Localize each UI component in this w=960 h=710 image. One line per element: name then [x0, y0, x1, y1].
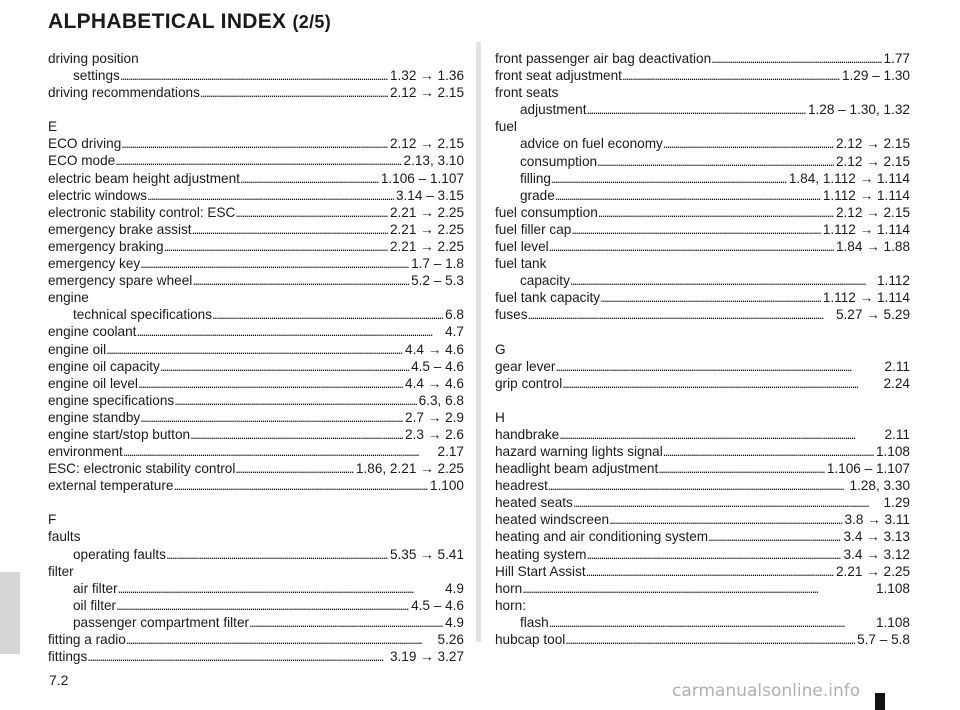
- index-term: heated seats: [495, 495, 573, 511]
- index-term: heated windscreen: [495, 512, 610, 528]
- index-pages: 1.108: [875, 580, 910, 596]
- index-entry: [48, 460, 464, 477]
- index-subentry: [495, 135, 910, 152]
- index-entry: [495, 443, 910, 460]
- index-term: fittings: [48, 649, 88, 665]
- index-heading-entry: fuel: [495, 119, 517, 135]
- index-pages: 1.106 – 1.107: [380, 170, 464, 186]
- dot-leader: [663, 443, 874, 460]
- dot-leader: [120, 67, 388, 84]
- index-pages: 2.12 → 2.15: [835, 136, 910, 152]
- index-heading-entry: horn:: [495, 597, 526, 613]
- dot-leader: [600, 289, 821, 306]
- dot-leader: [166, 546, 388, 563]
- index-entry: [48, 392, 464, 409]
- index-term: electric windows: [48, 187, 147, 203]
- dot-leader: [549, 614, 874, 631]
- index-term: adjustment: [520, 102, 587, 118]
- index-pages: 3.4 → 3.12: [843, 546, 910, 562]
- index-heading-entry: engine: [48, 290, 89, 306]
- dot-leader: [570, 272, 875, 289]
- index-entry: [48, 238, 464, 255]
- dot-leader: [173, 477, 428, 494]
- index-subentry: [48, 597, 464, 614]
- page-title-text: ALPHABETICAL INDEX: [48, 10, 287, 33]
- index-pages: 2.24: [883, 375, 910, 391]
- dot-leader: [555, 187, 821, 204]
- index-subentry: [48, 67, 464, 84]
- index-pages: 1.7 – 1.8: [411, 256, 464, 272]
- index-subentry: [495, 187, 910, 204]
- index-term: electric beam height adjustment: [48, 170, 240, 186]
- index-entry: [48, 152, 464, 169]
- index-subentry: [495, 272, 910, 289]
- index-pages: 6.3, 6.8: [418, 392, 464, 408]
- index-term: filling: [520, 170, 551, 186]
- dot-leader: [87, 648, 388, 665]
- index-pages: 4.5 – 4.6: [411, 597, 464, 613]
- index-pages: 2.21 → 2.25: [389, 204, 464, 220]
- index-term: engine start/stop button: [48, 426, 191, 442]
- index-pages: 1.112 → 1.114: [822, 290, 910, 306]
- dot-leader: [192, 272, 409, 289]
- index-pages: 1.108: [875, 443, 910, 459]
- index-pages: 3.19 → 3.27: [389, 649, 464, 665]
- index-heading-entry: front seats: [495, 85, 559, 101]
- index-term: grip control: [495, 375, 563, 391]
- index-term: fuel tank capacity: [495, 290, 601, 306]
- index-entry: [495, 528, 910, 545]
- index-pages: 2.21 → 2.25: [389, 221, 464, 237]
- index-entry: [495, 306, 910, 323]
- index-entry: [48, 135, 464, 152]
- index-entry: [495, 580, 910, 597]
- index-pages: 5.26: [437, 632, 464, 647]
- dot-leader: [123, 443, 436, 460]
- page-title-part: (2/5): [292, 12, 332, 32]
- index-entry: [48, 272, 464, 289]
- index-term: Hill Start Assist: [495, 563, 586, 579]
- index-term: oil filter: [73, 597, 117, 613]
- index-letter-heading: F: [48, 512, 57, 528]
- index-column-right: [495, 50, 910, 648]
- index-term: operating faults: [73, 546, 166, 562]
- dot-leader: [115, 152, 401, 169]
- index-entry: [495, 511, 910, 528]
- index-term: engine oil: [48, 341, 107, 357]
- index-term: engine oil level: [48, 375, 138, 391]
- index-term: heating system: [495, 546, 587, 562]
- dot-leader: [118, 580, 444, 597]
- index-entry: [495, 204, 910, 221]
- index-subentry: [495, 614, 910, 631]
- index-term: external temperature: [48, 478, 174, 494]
- index-entry: [48, 426, 464, 443]
- dot-leader: [663, 135, 834, 152]
- index-entry: [48, 204, 464, 221]
- index-term: heating and air conditioning system: [495, 529, 709, 545]
- index-term: capacity: [520, 273, 570, 289]
- index-term: consumption: [520, 153, 598, 169]
- index-subentry: [495, 170, 910, 187]
- dot-leader: [140, 409, 403, 426]
- index-pages: 6.8: [445, 307, 464, 323]
- index-pages: 3.8 → 3.11: [844, 512, 910, 528]
- index-entry: [495, 358, 910, 375]
- dot-leader: [586, 563, 834, 580]
- index-term: fuel filler cap: [495, 221, 572, 237]
- index-pages: 1.29: [883, 495, 910, 511]
- index-term: passenger compartment filter: [73, 614, 250, 630]
- index-pages: 1.112 → 1.114: [822, 221, 910, 237]
- index-pages: 1.84 → 1.88: [835, 239, 910, 255]
- index-entry: [48, 443, 464, 460]
- index-term: fitting a radio: [48, 632, 126, 647]
- dot-leader: [235, 460, 354, 477]
- index-pages: 5.2 – 5.3: [411, 273, 464, 289]
- index-pages: 2.12 → 2.15: [389, 136, 464, 152]
- index-pages: 1.29 – 1.30: [841, 68, 910, 84]
- index-pages: 1.112: [876, 273, 910, 289]
- index-pages: 2.11: [884, 426, 910, 442]
- dot-leader: [192, 221, 388, 238]
- index-term: fuses: [495, 307, 528, 323]
- index-term: handbrake: [495, 426, 560, 442]
- index-term: fuel consumption: [495, 204, 598, 220]
- index-pages: 1.100: [429, 478, 464, 494]
- dot-leader: [522, 580, 874, 597]
- index-pages: 4.9: [445, 580, 464, 596]
- index-pages: 1.28, 3.30: [849, 478, 910, 494]
- index-term: settings: [73, 68, 120, 84]
- index-pages: 4.4 → 4.6: [405, 341, 464, 357]
- index-entry: [495, 631, 910, 648]
- dot-leader: [106, 341, 403, 358]
- index-entry: [48, 323, 464, 340]
- dot-leader: [609, 511, 842, 528]
- index-term: emergency brake assist: [48, 221, 192, 237]
- corner-mark: [875, 693, 885, 710]
- index-subentry: [48, 546, 464, 563]
- index-term: engine oil capacity: [48, 358, 160, 374]
- index-letter-heading: G: [495, 341, 506, 357]
- dot-leader: [240, 170, 379, 187]
- index-entry: [48, 84, 464, 101]
- index-entry: [495, 546, 910, 563]
- index-term: front passenger air bag deactivation: [495, 51, 712, 66]
- dot-leader: [160, 358, 409, 375]
- index-pages: 5.35 → 5.41: [389, 546, 464, 562]
- index-letter-heading: H: [495, 409, 505, 425]
- index-term: electronic stability control: ESC: [48, 204, 236, 220]
- index-entry: [495, 67, 910, 84]
- index-heading-entry: fuel tank: [495, 256, 547, 272]
- dot-leader: [587, 101, 806, 118]
- index-entry: [48, 631, 464, 648]
- index-entry: [495, 563, 910, 580]
- index-entry: [48, 255, 464, 272]
- index-pages: 5.7 – 5.8: [857, 632, 910, 647]
- page-number: 7.2: [49, 672, 69, 688]
- index-pages: 1.84, 1.112 → 1.114: [788, 170, 910, 186]
- index-pages: 2.12 → 2.15: [835, 204, 910, 220]
- index-pages: 2.7 → 2.9: [405, 409, 464, 425]
- index-pages: 1.77: [883, 51, 910, 66]
- index-entry: [48, 409, 464, 426]
- index-term: driving recommendations: [48, 85, 200, 101]
- index-entry: [495, 494, 910, 511]
- dot-leader: [548, 477, 848, 494]
- dot-leader: [528, 306, 834, 323]
- index-subentry: [48, 614, 464, 631]
- index-entry: [495, 221, 910, 238]
- index-term: grade: [520, 187, 555, 203]
- index-subentry: [48, 580, 464, 597]
- index-column-left: [48, 50, 464, 665]
- dot-leader: [164, 238, 388, 255]
- index-term: engine coolant: [48, 324, 137, 340]
- dot-leader: [121, 135, 388, 152]
- index-entry: [48, 341, 464, 358]
- dot-leader: [190, 426, 403, 443]
- index-term: emergency spare wheel: [48, 273, 193, 289]
- index-entry: [495, 477, 910, 494]
- index-term: engine specifications: [48, 392, 175, 408]
- index-pages: 1.108: [875, 614, 910, 630]
- index-entry: [495, 289, 910, 306]
- dot-leader: [711, 50, 881, 67]
- index-pages: 2.17: [437, 444, 464, 460]
- dot-leader: [235, 204, 388, 221]
- index-entry: [495, 375, 910, 392]
- index-term: emergency key: [48, 256, 141, 272]
- dot-leader: [562, 375, 881, 392]
- index-pages: 1.86, 2.21 → 2.25: [355, 461, 464, 477]
- index-pages: 2.11: [884, 358, 910, 374]
- index-letter-heading: E: [48, 119, 58, 135]
- index-term: front seat adjustment: [495, 68, 622, 84]
- index-pages: 2.13, 3.10: [403, 153, 464, 169]
- dot-leader: [586, 546, 841, 563]
- index-pages: 4.9: [445, 614, 464, 630]
- column-divider: [476, 42, 481, 642]
- dot-leader: [138, 375, 403, 392]
- dot-leader: [555, 358, 882, 375]
- dot-leader: [200, 84, 388, 101]
- dot-leader: [559, 426, 882, 443]
- dot-leader: [571, 221, 821, 238]
- index-pages: 2.21 → 2.25: [835, 563, 910, 579]
- dot-leader: [140, 255, 409, 272]
- dot-leader: [249, 614, 443, 631]
- index-pages: 2.12 → 2.15: [835, 153, 910, 169]
- index-pages: 4.4 → 4.6: [405, 375, 464, 391]
- index-term: hubcap tool: [495, 632, 566, 647]
- index-term: ECO driving: [48, 136, 122, 152]
- index-entry: [495, 238, 910, 255]
- index-entry: [495, 460, 910, 477]
- section-tab-marker: [0, 572, 20, 654]
- index-term: engine standby: [48, 409, 141, 425]
- index-pages: 1.112 → 1.114: [822, 187, 910, 203]
- index-term: ECO mode: [48, 153, 116, 169]
- dot-leader: [622, 67, 840, 84]
- index-term: horn: [495, 580, 523, 596]
- index-term: emergency braking: [48, 238, 164, 254]
- index-entry: [48, 358, 464, 375]
- index-pages: 5.27 → 5.29: [835, 307, 910, 323]
- dot-leader: [136, 323, 443, 340]
- dot-leader: [551, 170, 787, 187]
- index-entry: [48, 221, 464, 238]
- index-term: ESC: electronic stability control: [48, 461, 236, 477]
- index-entry: [495, 426, 910, 443]
- dot-leader: [708, 528, 841, 545]
- index-pages: 1.28 – 1.30, 1.32: [807, 102, 910, 118]
- index-entry: [48, 375, 464, 392]
- index-term: fuel level: [495, 239, 549, 255]
- index-subentry: [48, 306, 464, 323]
- index-entry: [48, 477, 464, 494]
- index-entry: [495, 50, 910, 67]
- dot-leader: [212, 306, 443, 323]
- dot-leader: [598, 204, 834, 221]
- index-pages: 4.7: [445, 324, 464, 340]
- dot-leader: [126, 631, 436, 648]
- index-entry: [48, 648, 464, 665]
- index-entry: [48, 170, 464, 187]
- dot-leader: [174, 392, 416, 409]
- index-pages: 1.32 → 1.36: [389, 68, 464, 84]
- index-term: headrest: [495, 478, 548, 494]
- index-subentry: [495, 153, 910, 170]
- index-term: advice on fuel economy: [520, 136, 663, 152]
- index-entry: [48, 187, 464, 204]
- dot-leader: [573, 494, 882, 511]
- index-pages: 1.106 – 1.107: [826, 461, 910, 477]
- index-subentry: [495, 101, 910, 118]
- index-term: flash: [520, 614, 549, 630]
- index-heading-entry: filter: [48, 563, 74, 579]
- index-pages: 4.5 – 4.6: [411, 358, 464, 374]
- index-term: technical specifications: [73, 307, 213, 323]
- dot-leader: [565, 631, 855, 648]
- index-term: gear lever: [495, 358, 556, 374]
- watermark: carmanualsonline.info: [672, 681, 861, 701]
- index-heading-entry: driving position: [48, 51, 139, 66]
- index-pages: 3.4 → 3.13: [843, 529, 910, 545]
- index-pages: 2.12 → 2.15: [389, 85, 464, 101]
- index-term: hazard warning lights signal: [495, 443, 663, 459]
- dot-leader: [147, 187, 394, 204]
- index-pages: 3.14 – 3.15: [395, 187, 464, 203]
- page-title: [48, 10, 331, 34]
- dot-leader: [597, 153, 834, 170]
- index-term: headlight beam adjustment: [495, 461, 659, 477]
- dot-leader: [549, 238, 834, 255]
- index-term: environment: [48, 444, 123, 460]
- dot-leader: [658, 460, 825, 477]
- index-heading-entry: faults: [48, 529, 81, 545]
- dot-leader: [116, 597, 409, 614]
- index-pages: 2.21 → 2.25: [389, 238, 464, 254]
- index-term: air filter: [73, 580, 118, 596]
- index-pages: 2.3 → 2.6: [405, 426, 464, 442]
